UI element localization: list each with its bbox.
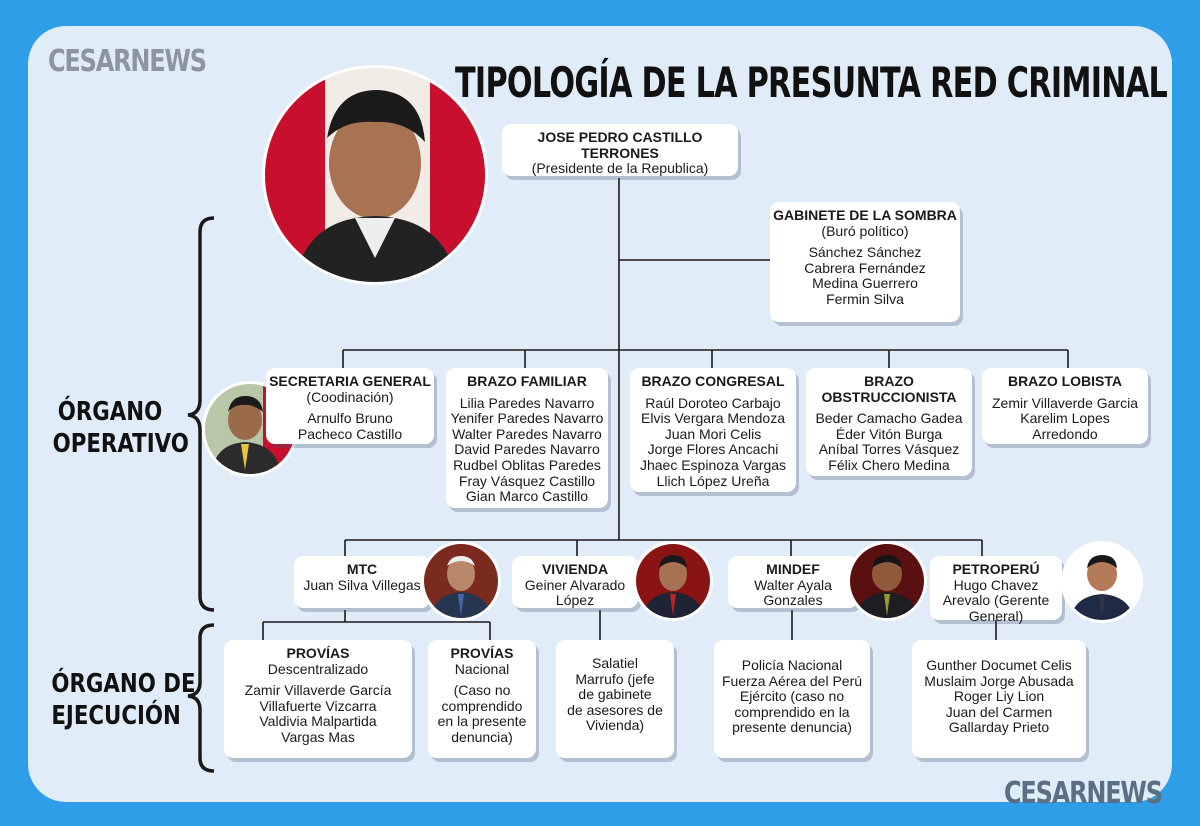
brazo-member: Juan Mori Celis bbox=[664, 425, 762, 442]
ejecucion-subtitle: Descentralizado bbox=[267, 660, 369, 677]
ejecucion-member: de gabinete bbox=[578, 686, 652, 703]
brazo-member: Arredondo bbox=[1032, 425, 1098, 442]
mindef-official-photo bbox=[850, 544, 924, 618]
ejecucion-provias-descentralizado-box bbox=[224, 640, 412, 758]
ejecucion-member: Zamir Villaverde García bbox=[244, 682, 392, 699]
brazo-member: Gian Marco Castillo bbox=[465, 488, 589, 505]
brazo-member: Walter Paredes Navarro bbox=[452, 425, 602, 442]
ejecucion-member: Ejército (caso no bbox=[739, 688, 845, 705]
ministerio-official: López bbox=[555, 592, 595, 609]
brazo-secretaria-box bbox=[266, 368, 434, 444]
brazo-member: Yenifer Paredes Navarro bbox=[450, 410, 604, 427]
ejecucion-member: Valdivia Malpartida bbox=[259, 713, 377, 730]
vivienda-official-photo bbox=[636, 544, 710, 618]
gabinete-member: Fermin Silva bbox=[826, 290, 904, 307]
ejecucion-petroperu-box bbox=[912, 640, 1086, 758]
ministerio-title: PETROPERÚ bbox=[952, 561, 1040, 577]
ministerio-title: MTC bbox=[346, 561, 378, 577]
ejecucion-title: PROVÍAS bbox=[450, 645, 514, 661]
ministerio-title: VIVIENDA bbox=[541, 561, 609, 577]
brazo-member: Jorge Flores Ancachi bbox=[647, 441, 779, 458]
brazo-obstruccionista-box bbox=[806, 368, 972, 476]
gabinete-member: Cabrera Fernández bbox=[804, 259, 926, 276]
ejecucion-fuerzas-box bbox=[714, 640, 870, 758]
mtc-official-photo bbox=[424, 544, 498, 618]
ejecucion-member: Fuerza Aérea del Perú bbox=[721, 672, 863, 689]
brazo-title: OBSTRUCCIONISTA bbox=[821, 388, 957, 405]
ejecucion-member: de asesores de bbox=[567, 701, 663, 718]
brazo-member: Lilia Paredes Navarro bbox=[459, 394, 595, 411]
ejecucion-member: Vivienda) bbox=[585, 717, 645, 734]
brazo-member: David Paredes Navarro bbox=[454, 441, 600, 458]
ejecucion-member: Villafuerte Vizcarra bbox=[259, 697, 377, 714]
brazo-familiar-box bbox=[446, 368, 608, 508]
ejecucion-member: Juan del Carmen bbox=[945, 703, 1053, 720]
ministerio-official: General) bbox=[968, 607, 1024, 624]
label-organo-ejecucion: ÓRGANO DE EJECUCIÓN bbox=[51, 669, 196, 731]
ejecucion-member: Salatiel bbox=[592, 655, 638, 671]
brazo-title: BRAZO LOBISTA bbox=[1007, 373, 1123, 389]
ejecucion-member: Gunther Documet Celis bbox=[926, 657, 1072, 673]
ejecucion-subtitle: Nacional bbox=[454, 660, 510, 677]
ejecucion-member: Vargas Mas bbox=[281, 728, 355, 745]
gabinete-member: Sánchez Sánchez bbox=[808, 244, 922, 261]
ministerio-petroperu-box bbox=[930, 556, 1062, 624]
brazo-member: Beder Camacho Gadea bbox=[815, 410, 963, 427]
brazo-member: Arnulfo Bruno bbox=[307, 410, 393, 427]
brazo-title: SECRETARIA GENERAL bbox=[269, 373, 431, 389]
brazo-title: BRAZO CONGRESAL bbox=[641, 373, 785, 389]
ejecucion-member: Gallarday Prieto bbox=[948, 719, 1050, 736]
gabinete-member: Medina Guerrero bbox=[812, 275, 918, 292]
ejecucion-member: comprendido bbox=[441, 697, 523, 714]
ministerio-official: Juan Silva Villegas bbox=[303, 576, 421, 593]
page-title: TIPOLOGÍA DE LA PRESUNTA RED CRIMINAL bbox=[455, 58, 1168, 107]
brazo-title: BRAZO bbox=[864, 373, 914, 389]
brazo-congresal-box bbox=[630, 368, 796, 492]
brazo-member: Llich López Ureña bbox=[656, 472, 770, 489]
brazo-member: Karelim Lopes bbox=[1020, 410, 1110, 427]
president-photo bbox=[265, 68, 485, 282]
brazo-member: Rudbel Oblitas Paredes bbox=[453, 456, 601, 473]
ministerio-mtc-box bbox=[294, 556, 430, 608]
gabinete-title: GABINETE DE LA SOMBRA bbox=[773, 207, 957, 223]
ministerio-official: Walter Ayala bbox=[754, 576, 832, 593]
ministerio-vivienda-box bbox=[512, 556, 638, 608]
president-box bbox=[502, 124, 738, 176]
ejecucion-member: (Caso no bbox=[453, 682, 511, 699]
brand-logo-top: CESARNEWS bbox=[48, 44, 206, 79]
brazo-member: Fray Vásquez Castillo bbox=[458, 472, 596, 489]
ministerio-official: Gonzales bbox=[763, 592, 823, 609]
brazo-member: Félix Chero Medina bbox=[828, 456, 950, 473]
ejecucion-salatiel-box bbox=[556, 640, 674, 758]
ministerio-title: MINDEF bbox=[766, 561, 820, 577]
label-organo-operativo: ÓRGANO OPERATIVO bbox=[52, 397, 189, 459]
petroperu-official-photo bbox=[1064, 544, 1140, 620]
ejecucion-member: en la presente bbox=[437, 713, 527, 730]
brand-logo-bottom: CESARNEWS bbox=[1004, 776, 1162, 811]
brazo-member: Pacheco Castillo bbox=[297, 425, 403, 442]
brazo-member: Aníbal Torres Vásquez bbox=[818, 441, 960, 458]
brazo-subtitle: (Coodinación) bbox=[306, 388, 394, 405]
ejecucion-member: Roger Liy Lion bbox=[953, 688, 1045, 705]
ministerio-official: Arevalo (Gerente bbox=[942, 592, 1050, 609]
ejecucion-member: denuncia) bbox=[451, 728, 513, 745]
ministerio-official: Geiner Alvarado bbox=[524, 576, 626, 593]
brazo-member: Éder Vitón Burga bbox=[835, 425, 943, 442]
brazo-lobista-box bbox=[982, 368, 1148, 444]
gabinete-subtitle: (Buró político) bbox=[821, 222, 909, 239]
brazo-member: Zemir Villaverde Garcia bbox=[991, 394, 1138, 411]
brazo-member: Raúl Doroteo Carbajo bbox=[645, 394, 781, 411]
ministerio-official: Hugo Chavez bbox=[953, 576, 1039, 593]
ejecucion-member: comprendido en la bbox=[734, 703, 850, 720]
brazo-title: BRAZO FAMILIAR bbox=[467, 373, 587, 389]
ejecucion-member: Muslaim Jorge Abusada bbox=[924, 672, 1074, 689]
ministerio-mindef-box bbox=[728, 556, 858, 608]
brazo-member: Jhaec Espinoza Vargas bbox=[639, 456, 787, 473]
ejecucion-provias-nacional-box bbox=[428, 640, 536, 758]
brazo-member: Elvis Vergara Mendoza bbox=[641, 410, 785, 427]
ejecucion-title: PROVÍAS bbox=[286, 645, 350, 661]
ejecucion-member: Marrufo (jefe bbox=[575, 670, 655, 687]
gabinete-box bbox=[770, 202, 960, 322]
president-role: (Presidente de la Republica) bbox=[531, 160, 709, 177]
ejecucion-member: presente denuncia) bbox=[732, 719, 852, 736]
ejecucion-member: Policía Nacional bbox=[741, 657, 843, 673]
president-name: JOSE PEDRO CASTILLO TERRONES bbox=[537, 129, 703, 161]
